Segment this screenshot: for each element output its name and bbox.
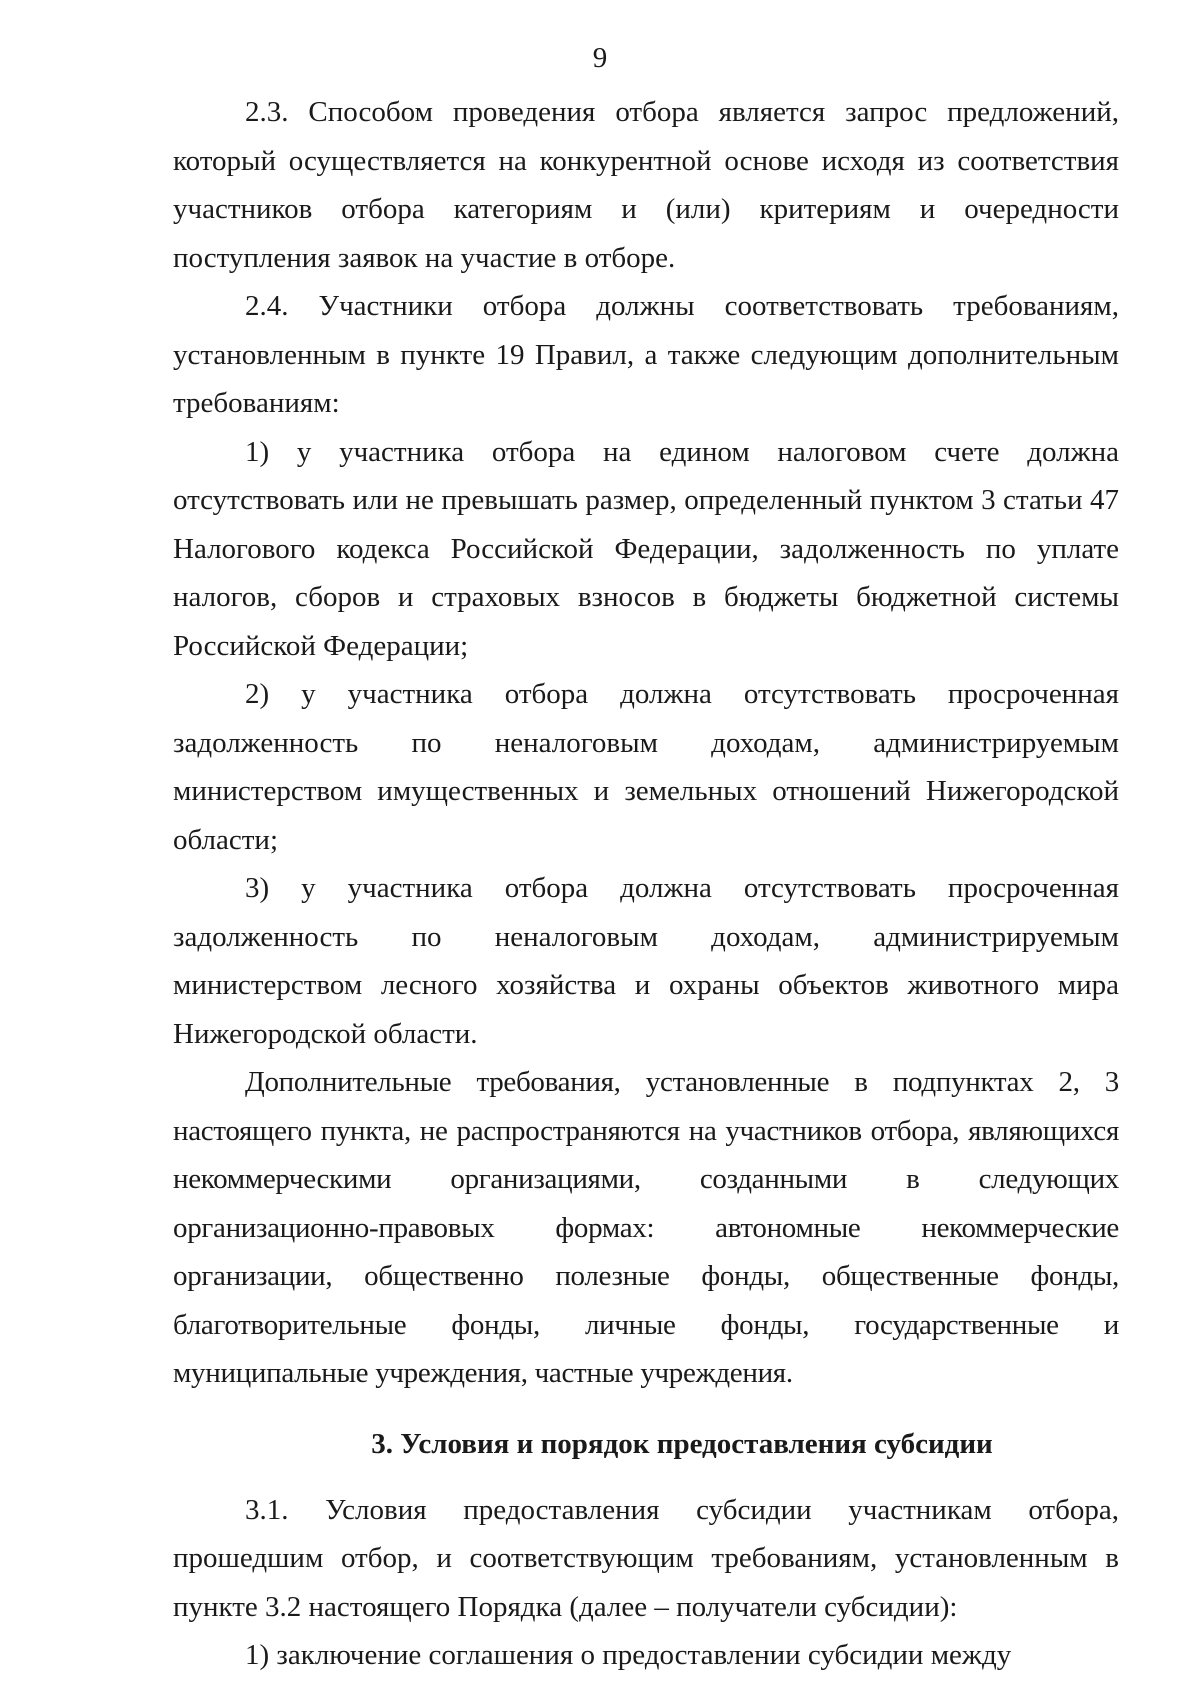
- paragraph-2-3: 2.3. Способом проведения отбора является запрос предложений, который осуществляется на конкурентной основе исходя из соответствия участников отбора категориям и (или) критериям и очередности поступления заявок на участие в отборе.: [173, 96, 1119, 274]
- paragraph-2-4: 2.4. Участники отбора должны соответствовать требованиям, установленным в пункте 19 Правил, а также следующим дополнительным требованиям:: [173, 290, 1119, 419]
- page-number: 9: [592, 42, 608, 74]
- paragraph-3-1: 3.1. Условия предоставления субсидии участникам отбора, прошедшим отбор, и соответствующим требованиям, установленным в пункте 3.2 настоящего Порядка (далее – получатели субсидии):: [173, 1493, 1119, 1623]
- requirement-item-1: 1) у участника отбора на едином налоговом счете должна отсутствовать или не превышать размер, определенный пунктом 3 статьи 47 Налогового кодекса Российской Федерации, задолженность по уплате налогов, сборов и страховых взносов в бюджеты бюджетной системы Российской Федерации;: [173, 435, 1119, 662]
- requirement-item-2: 2) у участника отбора должна отсутствовать просроченная задолженность по неналоговым доходам, администрируемым министерством имущественных и земельных отношений Нижегородской области;: [173, 678, 1119, 856]
- section-heading: 3. Условия и порядок предоставления субсидии: [371, 1427, 993, 1460]
- condition-item-1: 1) заключение соглашения о предоставлении субсидии между: [245, 1639, 1012, 1671]
- document-body: [173, 88, 1119, 1680]
- requirement-item-3: 3) у участника отбора должна отсутствовать просроченная задолженность по неналоговым доходам, администрируемым министерством лесного хозяйства и охраны объектов животного мира Нижегородской области.: [173, 872, 1119, 1050]
- paragraph-additional-requirements: Дополнительные требования, установленные в подпунктах 2, 3 настоящего пункта, не распространяются на участников отбора, являющихся некоммерческими организациями, созданными в следующих организационно-правовых формах: автономные некоммерческие организации, общественно полезные фонды, общественные фонды, благотворительные фонды, личные фонды, государственные и муниципальные учреждения, частные учреждения.: [173, 1066, 1119, 1389]
